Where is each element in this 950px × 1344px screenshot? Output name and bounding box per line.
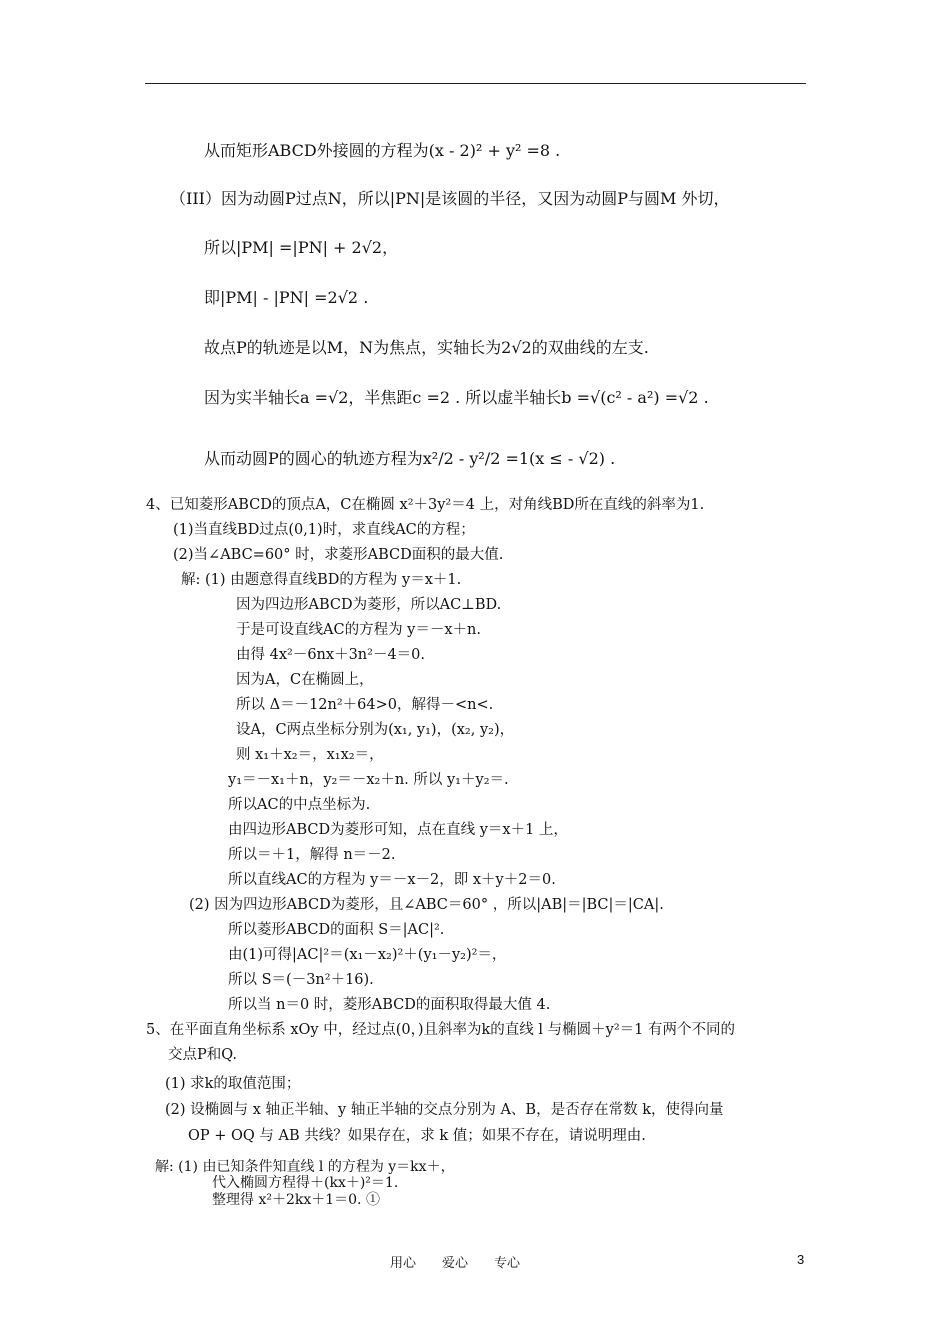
text-line-6: 因为实半轴长a =√2，半焦距c =2 . 所以虚半轴长b =√(c² - a²) =√2 . [204,388,709,407]
solution-4-part-2-line-5: 所以当 n＝0 时，菱形ABCD的面积取得最大值 4. [228,997,551,1013]
problem-5-part-2-cont: OP + OQ 与 AB 共线？如果存在，求 k 值；如果不存在，请说明理由. [188,1128,646,1144]
text-line-1: 从而矩形ABCD外接圆的方程为(x - 2)² + y² =8 . [204,141,561,160]
solution-4-part-2-line-1: (2) 因为四边形ABCD为菱形，且∠ABC＝60° ，所以|AB|＝|BC|＝|CA|. [189,897,664,913]
problem-4-statement: 4、已知菱形ABCD的顶点A，C在椭圆 x²＋3y²＝4 上，对角线BD所在直线的斜率为1. [146,497,705,513]
text-line-3: 所以|PM| =|PN| + 2√2， [204,238,399,257]
problem-5-statement: 5、在平面直角坐标系 xOy 中，经过点(0，)且斜率为k的直线 l 与椭圆＋y²＝1 有两个不同的 [146,1022,735,1038]
solution-4-line-7: 设A，C两点坐标分别为(x₁, y₁)，(x₂, y₂)， [236,722,515,738]
problem-4-part-1: (1)当直线BD过点(0,1)时，求直线AC的方程； [173,522,475,538]
text-line-7: 从而动圆P的圆心的轨迹方程为x²/2 - y²/2 =1(x ≤ - √2) . [204,449,616,468]
solution-4-line-9: y₁＝－x₁＋n，y₂＝－x₂＋n. 所以 y₁＋y₂＝. [228,772,509,788]
problem-5-part-1: (1) 求k的取值范围； [165,1076,301,1092]
problem-5-part-2: (2) 设椭圆与 x 轴正半轴、y 轴正半轴的交点分别为 A、B，是否存在常数 k，使得向量 [165,1102,724,1118]
solution-4-part-2-line-4: 所以 S＝(－3n²＋16). [228,972,374,988]
solution-4-line-8: 则 x₁＋x₂＝，x₁x₂＝， [236,747,384,763]
solution-5-line-2: 代入椭圆方程得＋(kx＋)²＝1. [212,1175,399,1191]
text-line-4: 即|PM| - |PN| =2√2 . [204,288,369,307]
solution-4-line-13: 所以直线AC的方程为 y＝－x－2，即 x＋y＋2＝0. [228,872,556,888]
text-line-5: 故点P的轨迹是以M，N为焦点，实轴长为2√2的双曲线的左支. [204,338,649,357]
solution-4-line-6: 所以 Δ＝－12n²＋64>0，解得－<n<. [236,697,494,713]
solution-4-part-2-line-2: 所以菱形ABCD的面积 S＝|AC|². [228,922,445,938]
header-rule [145,83,806,84]
solution-4-line-2: 因为四边形ABCD为菱形，所以AC⊥BD. [236,597,502,613]
solution-4-line-1: 解: (1) 由题意得直线BD的方程为 y＝x＋1. [181,572,462,588]
solution-5-line-1: 解: (1) 由已知条件知直线 l 的方程为 y＝kx＋， [155,1159,455,1175]
problem-4-part-2: (2)当∠ABC=60° 时，求菱形ABCD面积的最大值. [173,547,504,563]
solution-4-line-4: 由得 4x²－6nx＋3n²－4＝0. [236,647,426,663]
text-line-2: （III）因为动圆P过点N，所以|PN|是该圆的半径，又因为动圆P与圆M 外切， [170,189,730,208]
solution-4-line-3: 于是可设直线AC的方程为 y＝－x＋n. [236,622,481,638]
footer-motto: 用心 爱心 专心 [390,1256,521,1271]
page-number: 3 [797,1252,805,1267]
solution-4-line-12: 所以＝＋1，解得 n＝－2. [228,847,396,863]
solution-5-line-3: 整理得 x²＋2kx＋1＝0. ① [212,1192,380,1208]
problem-5-statement-cont: 交点P和Q. [168,1047,238,1063]
solution-4-line-5: 因为A，C在椭圆上， [236,672,374,688]
solution-4-line-11: 由四边形ABCD为菱形可知，点在直线 y＝x＋1 上， [228,822,568,838]
solution-4-line-10: 所以AC的中点坐标为. [228,797,371,813]
solution-4-part-2-line-3: 由(1)可得|AC|²＝(x₁－x₂)²＋(y₁－y₂)²＝， [228,947,507,963]
